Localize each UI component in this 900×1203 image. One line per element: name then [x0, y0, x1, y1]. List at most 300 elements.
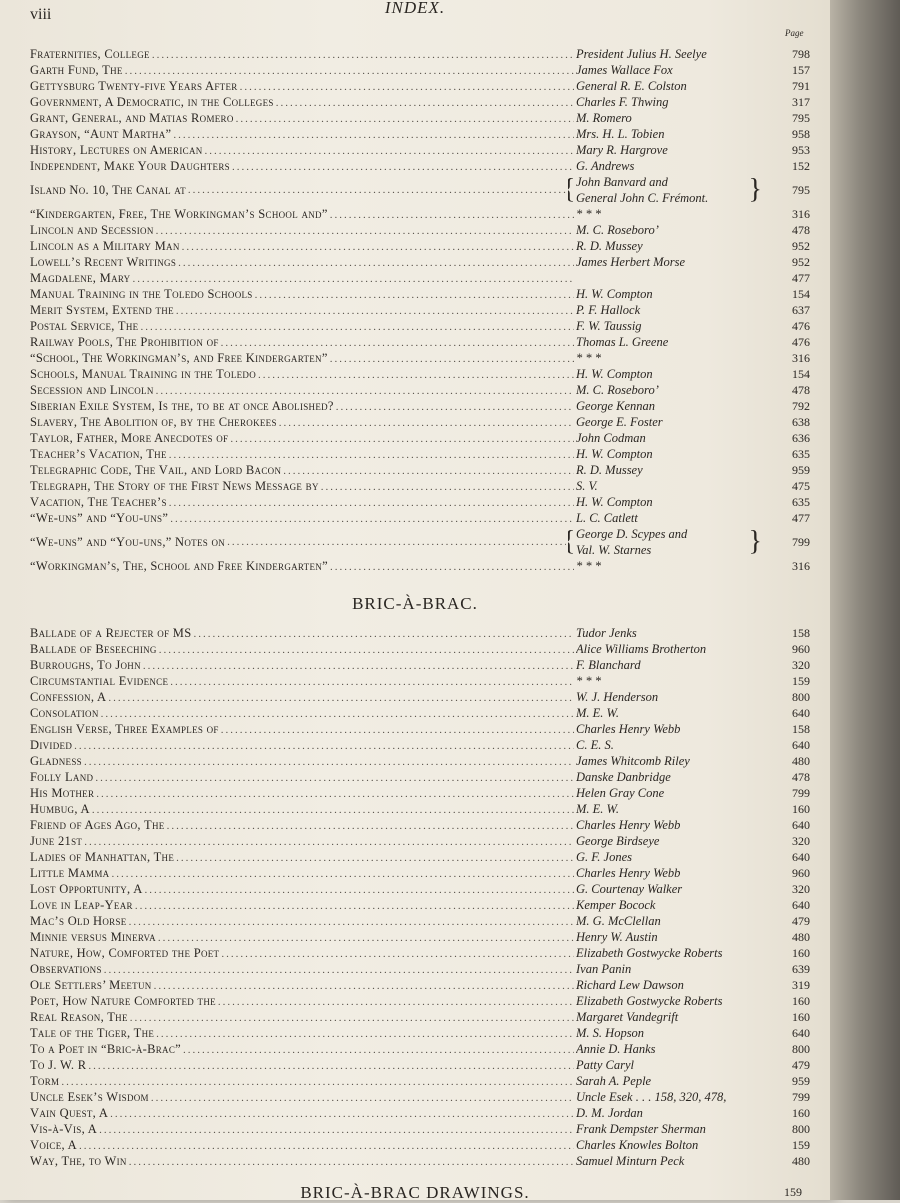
- dot-leader: [276, 95, 574, 111]
- dot-leader: [227, 534, 566, 550]
- bric-a-brac-entry: [30, 865, 810, 881]
- bric-a-brac-entry: [30, 1121, 810, 1137]
- entry-author: M. S. Hopson: [576, 1026, 645, 1040]
- entry-title: Ballade of Beseeching: [30, 642, 157, 656]
- dot-leader: [205, 143, 574, 159]
- entry-author: Helen Gray Cone: [576, 786, 665, 800]
- entry-title: Lowell’s Recent Writings: [30, 255, 177, 269]
- entry-page: 319: [792, 978, 810, 992]
- entry-author: G. Andrews: [576, 159, 635, 173]
- entry-page: 952: [792, 239, 810, 253]
- entry-title: Observations: [30, 962, 102, 976]
- entry-page: 798: [792, 47, 810, 61]
- book-page-edge: [830, 0, 900, 1200]
- entry-title: Grant, General, and Matias Romero: [30, 111, 234, 125]
- entry-page: 795: [792, 111, 810, 125]
- bric-a-brac-entry: [30, 929, 810, 945]
- dot-leader: [95, 770, 574, 786]
- entry-title: June 21st: [30, 834, 83, 848]
- bric-a-brac-entry: [30, 849, 810, 865]
- entry-author-line: { George D. Scypes and: [576, 527, 688, 541]
- entry-title: Lost Opportunity, A: [30, 882, 143, 896]
- entry-title: Teacher’s Vacation, The: [30, 447, 167, 461]
- entry-page: 320: [792, 834, 810, 848]
- entry-title: Slavery, The Abolition of, by the Cherokees: [30, 415, 277, 429]
- entry-author: George Birdseye: [576, 834, 660, 848]
- entry-page: 316: [792, 559, 810, 573]
- bric-a-brac-entry: [30, 881, 810, 897]
- entry-page: 317: [792, 95, 810, 109]
- bric-a-brac-entry: [30, 817, 810, 833]
- dot-leader: [230, 431, 574, 447]
- entry-title: Voice, A: [30, 1138, 78, 1152]
- entry-title: Real Reason, The: [30, 1010, 128, 1024]
- entry-author: Mrs. H. L. Tobien: [576, 127, 665, 141]
- entry-author: Sarah A. Peple: [576, 1074, 652, 1088]
- entry-title: Humbug, A: [30, 802, 90, 816]
- entry-title: Vis-à-Vis, A: [30, 1122, 98, 1136]
- entry-title: Merit System, Extend the: [30, 303, 174, 317]
- bric-a-brac-entry: [30, 1009, 810, 1025]
- bric-a-brac-entry: [30, 625, 810, 641]
- bric-a-brac-entry: [30, 769, 810, 785]
- entry-title: Gettysburg Twenty-five Years After: [30, 79, 238, 93]
- entry-page: 159: [792, 674, 810, 688]
- dot-leader: [167, 818, 574, 834]
- entry-page: 799: [792, 1090, 810, 1104]
- entry-author: Charles Henry Webb: [576, 722, 681, 736]
- dot-leader: [156, 383, 574, 399]
- entry-author: * * *: [576, 674, 601, 688]
- entry-author: Danske Danbridge: [576, 770, 671, 784]
- entry-title: Little Mamma: [30, 866, 110, 880]
- dot-leader: [283, 463, 574, 479]
- entry-author: M. G. McClellan: [576, 914, 661, 928]
- entry-author: S. V.: [576, 479, 598, 493]
- dot-leader: [232, 159, 574, 175]
- dot-leader: [178, 255, 574, 271]
- entry-author: H. W. Compton: [576, 367, 653, 381]
- bric-a-brac-entries: [30, 625, 810, 1169]
- index-entry: [30, 494, 810, 510]
- index-entry: [30, 238, 810, 254]
- dot-leader: [330, 559, 574, 575]
- dot-leader: [169, 447, 574, 463]
- bric-a-brac-entry: [30, 993, 810, 1009]
- entry-page: 480: [792, 930, 810, 944]
- index-entries: [30, 46, 810, 574]
- index-entry: [30, 142, 810, 158]
- entry-author: M. Romero: [576, 111, 632, 125]
- entry-author: [568, 526, 776, 558]
- entry-page: 320: [792, 882, 810, 896]
- entry-page: 154: [792, 367, 810, 381]
- dot-leader: [156, 223, 574, 239]
- entry-page: 799: [792, 786, 810, 800]
- bric-a-brac-entry: [30, 961, 810, 977]
- entry-title: Consolation: [30, 706, 99, 720]
- entry-page: 477: [792, 511, 810, 525]
- dot-leader: [154, 978, 574, 994]
- index-entry: [30, 558, 810, 574]
- entry-author: * * *: [576, 207, 601, 221]
- entry-page: 320: [792, 658, 810, 672]
- entry-author: R. D. Mussey: [576, 463, 643, 477]
- entry-page: 640: [792, 706, 810, 720]
- entry-title: Vain Quest, A: [30, 1106, 109, 1120]
- entry-page: 958: [792, 127, 810, 141]
- entry-page: 159: [792, 1138, 810, 1152]
- entry-title: Poet, How Nature Comforted the: [30, 994, 216, 1008]
- dot-leader: [170, 511, 574, 527]
- dot-leader: [151, 1090, 574, 1106]
- entry-page: 640: [792, 1026, 810, 1040]
- entry-page: 799: [792, 535, 810, 549]
- index-entry: [30, 110, 810, 126]
- entry-author: Henry W. Austin: [576, 930, 658, 944]
- entry-page: 960: [792, 642, 810, 656]
- bric-a-brac-entry: [30, 801, 810, 817]
- entry-author: C. E. S.: [576, 738, 614, 752]
- entry-author: D. M. Jordan: [576, 1106, 643, 1120]
- entry-author: M. E. W.: [576, 802, 619, 816]
- entry-author: President Julius H. Seelye: [576, 47, 707, 61]
- entry-author: James Wallace Fox: [576, 63, 673, 77]
- bric-a-brac-entry: [30, 1057, 810, 1073]
- entry-page: 637: [792, 303, 810, 317]
- index-entry: [30, 526, 810, 558]
- entry-author: Tudor Jenks: [576, 626, 637, 640]
- entry-page: 478: [792, 383, 810, 397]
- bric-a-brac-entry: [30, 833, 810, 849]
- dot-leader: [125, 63, 574, 79]
- index-entry: [30, 366, 810, 382]
- entry-title: Burroughs, To John: [30, 658, 141, 672]
- dot-leader: [84, 834, 574, 850]
- entry-page: 635: [792, 447, 810, 461]
- entry-author: Charles Henry Webb: [576, 818, 681, 832]
- dot-leader: [258, 367, 574, 383]
- entry-author: M. E. W.: [576, 706, 619, 720]
- entry-page: 160: [792, 1010, 810, 1024]
- entry-title: Schools, Manual Training in the Toledo: [30, 367, 257, 381]
- entry-title: Uncle Esek’s Wisdom: [30, 1090, 149, 1104]
- entry-title: Vacation, The Teacher’s: [30, 495, 167, 509]
- dot-leader: [61, 1074, 574, 1090]
- dot-leader: [92, 802, 574, 818]
- dot-leader: [156, 1026, 574, 1042]
- entry-author: P. F. Hallock: [576, 303, 641, 317]
- dot-leader: [104, 962, 574, 978]
- entry-title: Lincoln as a Military Man: [30, 239, 180, 253]
- entry-author: General R. E. Colston: [576, 79, 687, 93]
- bric-a-brac-heading: BRIC-À-BRAC.: [352, 594, 478, 613]
- dot-leader: [140, 319, 574, 335]
- entry-title: To J. W. R: [30, 1058, 87, 1072]
- entry-author: M. C. Roseboro’: [576, 223, 659, 237]
- entry-page: 160: [792, 994, 810, 1008]
- entry-title: To a Poet in “Bric-à-Brac”: [30, 1042, 181, 1056]
- bric-a-brac-entry: [30, 721, 810, 737]
- dot-leader: [221, 335, 574, 351]
- entry-author: Patty Caryl: [576, 1058, 634, 1072]
- entry-author: John Codman: [576, 431, 646, 445]
- index-entry: [30, 510, 810, 526]
- dot-leader: [221, 722, 574, 738]
- entry-title: Nature, How, Comforted the Poet: [30, 946, 220, 960]
- entry-author: Alice Williams Brotherton: [576, 642, 707, 656]
- bric-a-brac-entry: [30, 673, 810, 689]
- dot-leader: [188, 182, 566, 198]
- entry-title: Gladness: [30, 754, 82, 768]
- entry-page: 640: [792, 850, 810, 864]
- entry-author: H. W. Compton: [576, 287, 653, 301]
- index-entry: [30, 414, 810, 430]
- entry-author: H. W. Compton: [576, 495, 653, 509]
- entry-author: James Herbert Morse: [576, 255, 686, 269]
- entry-title: Government, A Democratic, in the Colleges: [30, 95, 274, 109]
- bric-a-brac-entry: [30, 753, 810, 769]
- bric-a-brac-entry: [30, 1137, 810, 1153]
- entry-title: Siberian Exile System, Is the, to be at once Abolished?: [30, 399, 334, 413]
- entry-author: Charles F. Thwing: [576, 95, 669, 109]
- entry-page: 639: [792, 962, 810, 976]
- index-entry: [30, 462, 810, 478]
- entry-page: 479: [792, 1058, 810, 1072]
- bric-a-brac-entry: [30, 737, 810, 753]
- dot-leader: [145, 882, 574, 898]
- dot-leader: [96, 786, 574, 802]
- entry-page: 953: [792, 143, 810, 157]
- index-entry: [30, 126, 810, 142]
- dot-leader: [111, 866, 574, 882]
- entry-title: Grayson, “Aunt Martha”: [30, 127, 172, 141]
- dot-leader: [169, 495, 574, 511]
- index-entry: [30, 478, 810, 494]
- dot-leader: [279, 415, 574, 431]
- bric-a-brac-entry: [30, 1089, 810, 1105]
- entry-page: 959: [792, 1074, 810, 1088]
- index-entry: [30, 270, 810, 286]
- dot-leader: [129, 1154, 574, 1170]
- entry-page: 478: [792, 770, 810, 784]
- bric-a-brac-entry: [30, 705, 810, 721]
- entry-author: Frank Dempster Sherman: [576, 1122, 706, 1136]
- index-entry: [30, 286, 810, 302]
- index-entry: [30, 158, 810, 174]
- entry-page: 160: [792, 1106, 810, 1120]
- index-entry: [30, 222, 810, 238]
- entry-title: Fraternities, College: [30, 47, 150, 61]
- entry-author: * * *: [576, 351, 601, 365]
- entry-page: 640: [792, 818, 810, 832]
- index-entry: [30, 78, 810, 94]
- page-column-label: Page: [785, 28, 804, 38]
- dot-leader: [130, 1010, 574, 1026]
- index-entry: [30, 62, 810, 78]
- entry-author: Samuel Minturn Peck: [576, 1154, 685, 1168]
- bric-a-brac-entry: [30, 1105, 810, 1121]
- bric-a-brac-entry: [30, 977, 810, 993]
- entry-page: 638: [792, 415, 810, 429]
- dot-leader: [135, 898, 574, 914]
- entry-author: G. F. Jones: [576, 850, 633, 864]
- entry-author-line: General John C. Frémont.: [576, 191, 709, 205]
- entry-author: Charles Knowles Bolton: [576, 1138, 699, 1152]
- entry-page: 316: [792, 351, 810, 365]
- bric-a-brac-entry: [30, 785, 810, 801]
- entry-author: H. W. Compton: [576, 447, 653, 461]
- entry-title: Ballade of a Rejecter of MS: [30, 626, 192, 640]
- dot-leader: [143, 658, 574, 674]
- entry-page: 960: [792, 866, 810, 880]
- entry-title: Ladies of Manhattan, The: [30, 850, 175, 864]
- bric-a-brac-entry: [30, 945, 810, 961]
- dot-leader: [330, 351, 574, 367]
- entry-page: 475: [792, 479, 810, 493]
- dot-leader: [255, 287, 574, 303]
- entry-page: 791: [792, 79, 810, 93]
- dot-leader: [240, 79, 574, 95]
- dot-leader: [159, 642, 574, 658]
- bric-a-brac-drawings-page: 159: [784, 1185, 802, 1199]
- entry-author: Elizabeth Gostwycke Roberts: [576, 946, 723, 960]
- dot-leader: [236, 111, 574, 127]
- dot-leader: [110, 1106, 574, 1122]
- entry-page: 160: [792, 802, 810, 816]
- dot-leader: [129, 914, 574, 930]
- dot-leader: [158, 930, 574, 946]
- dot-leader: [170, 674, 574, 690]
- index-entry: [30, 254, 810, 270]
- entry-page: 792: [792, 399, 810, 413]
- entry-author: George Kennan: [576, 399, 656, 413]
- index-entry: [30, 46, 810, 62]
- entry-title: His Mother: [30, 786, 95, 800]
- index-entry: [30, 398, 810, 414]
- entry-title: “Kindergarten, Free, The Workingman’s School and”: [30, 207, 328, 221]
- entry-author: M. C. Roseboro’: [576, 383, 659, 397]
- entry-page: 158: [792, 722, 810, 736]
- entry-author: Thomas L. Greene: [576, 335, 669, 349]
- entry-page: 476: [792, 335, 810, 349]
- index-entry: [30, 446, 810, 462]
- entry-title: Minnie versus Minerva: [30, 930, 156, 944]
- entry-page: 316: [792, 207, 810, 221]
- entry-page: 479: [792, 914, 810, 928]
- entry-author: Annie D. Hanks: [576, 1042, 656, 1056]
- dot-leader: [193, 626, 574, 642]
- index-entry: [30, 174, 810, 206]
- bric-a-brac-entry: [30, 641, 810, 657]
- bric-a-brac-entry: [30, 689, 810, 705]
- entry-page: 800: [792, 690, 810, 704]
- bric-a-brac-entry: [30, 897, 810, 913]
- entry-title: Lincoln and Secession: [30, 223, 154, 237]
- entry-author: Richard Lew Dawson: [576, 978, 684, 992]
- bric-a-brac-entry: [30, 657, 810, 673]
- dot-leader: [218, 994, 574, 1010]
- bric-a-brac-entry: [30, 913, 810, 929]
- index-entry: [30, 94, 810, 110]
- entry-page: 640: [792, 738, 810, 752]
- entry-title: Confession, A: [30, 690, 107, 704]
- bric-a-brac-entry: [30, 1041, 810, 1057]
- entry-title: Telegraphic Code, The Vail, and Lord Bacon: [30, 463, 282, 477]
- entry-author: [568, 174, 776, 206]
- running-head: INDEX.: [384, 0, 446, 17]
- index-entry: [30, 206, 810, 222]
- dot-leader: [101, 706, 574, 722]
- bric-a-brac-drawings-heading: BRIC-À-BRAC DRAWINGS.: [300, 1183, 530, 1202]
- index-entry: [30, 334, 810, 350]
- entry-title: Circumstantial Evidence: [30, 674, 169, 688]
- entry-page: 158: [792, 626, 810, 640]
- entry-title: “Workingman’s, The, School and Free Kindergarten”: [30, 559, 328, 573]
- index-entry: [30, 302, 810, 318]
- entry-title: “School, The Workingman’s, and Free Kindergarten”: [30, 351, 328, 365]
- entry-title: “We-uns” and “You-uns,” Notes on: [30, 535, 226, 549]
- entry-page: 478: [792, 223, 810, 237]
- dot-leader: [79, 1138, 574, 1154]
- entry-author: James Whitcomb Riley: [576, 754, 690, 768]
- entry-title: Railway Pools, The Prohibition of: [30, 335, 219, 349]
- entry-page: 152: [792, 159, 810, 173]
- entry-title: “We-uns” and “You-uns”: [30, 511, 169, 525]
- entry-page: 480: [792, 754, 810, 768]
- entry-title: Mac’s Old Horse: [30, 914, 127, 928]
- entry-author: Margaret Vandegrift: [576, 1010, 679, 1024]
- dot-leader: [84, 754, 574, 770]
- dot-leader: [88, 1058, 574, 1074]
- entry-page: 160: [792, 946, 810, 960]
- entry-title: Secession and Lincoln: [30, 383, 154, 397]
- entry-title: Friend of Ages Ago, The: [30, 818, 165, 832]
- entry-author: Charles Henry Webb: [576, 866, 681, 880]
- dot-leader: [176, 303, 574, 319]
- dot-leader: [321, 479, 574, 495]
- entry-page: 800: [792, 1042, 810, 1056]
- entry-author: Elizabeth Gostwycke Roberts: [576, 994, 723, 1008]
- dot-leader: [173, 127, 574, 143]
- entry-author: L. C. Catlett: [576, 511, 638, 525]
- entry-page: 635: [792, 495, 810, 509]
- entry-title: Tale of the Tiger, The: [30, 1026, 155, 1040]
- dot-leader: [182, 239, 574, 255]
- entry-title: Ole Settlers’ Meetun: [30, 978, 152, 992]
- entry-author-line: Val. W. Starnes: [576, 543, 652, 557]
- dot-leader: [108, 690, 574, 706]
- dot-leader: [176, 850, 574, 866]
- entry-title: Independent, Make Your Daughters: [30, 159, 230, 173]
- entry-title: Divided: [30, 738, 73, 752]
- entry-page: 952: [792, 255, 810, 269]
- entry-author: Mary R. Hargrove: [576, 143, 668, 157]
- entry-title: Island No. 10, The Canal at: [30, 183, 186, 197]
- entry-author: George E. Foster: [576, 415, 663, 429]
- dot-leader: [221, 946, 574, 962]
- dot-leader: [152, 47, 574, 63]
- entry-title: Magdalene, Mary: [30, 271, 131, 285]
- dot-leader: [74, 738, 574, 754]
- dot-leader: [132, 271, 574, 287]
- entry-page: 154: [792, 287, 810, 301]
- entry-author: R. D. Mussey: [576, 239, 643, 253]
- index-entry: [30, 382, 810, 398]
- bric-a-brac-entry: [30, 1073, 810, 1089]
- dot-leader: [330, 207, 574, 223]
- entry-title: Telegraph, The Story of the First News Message by: [30, 479, 319, 493]
